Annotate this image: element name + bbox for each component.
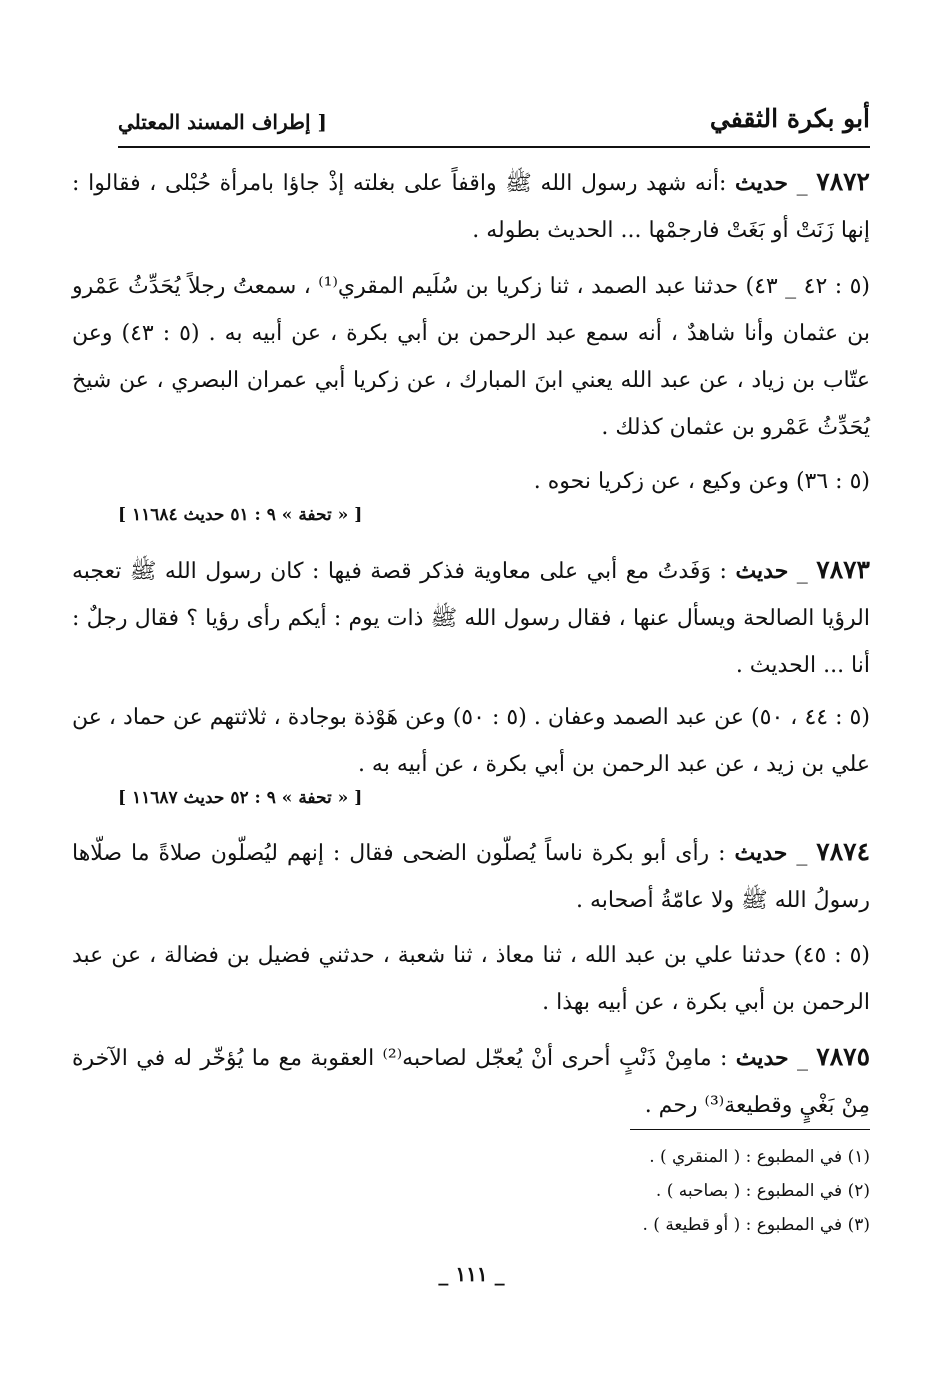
footnote-1: (١) في المطبوع : ( المنقري ) .	[649, 1147, 870, 1167]
hadith-matn: : وَفَدتُ مع أبي على معاوية فذكر قصة فيها : كان رسول الله ﷺ تعجبه الرؤيا الصالحة ويسأل عنها ، فقال رسول الله ﷺ ذات يوم : أيكم رأى رؤيا ؟ فقال رجلٌ : أنا ... الحديث .	[72, 559, 870, 678]
isnad-text: (٥ : ٤٢ _ ٤٣) حدثنا عبد الصمد ، ثنا زكريا بن سُلَيم المقري⁽¹⁾ ، سمعتُ رجلاً يُحَدِّثُ عَمْرو بن عثمان وأنا شاهدٌ ، أنه سمع عبد الرحمن بن أبي بكرة ، عن أبيه به . (٥ : ٤٣) وعن عتّاب بن زياد ، عن عبد الله يعني ابنَ المبارك ، عن زكريا أبي عمران البصري ، عن شيخ يُحَدِّثُ عَمْرو بن عثمان كذلك .	[72, 274, 871, 440]
hadith-number: ٧٨٧٣	[816, 555, 870, 584]
footnote-divider	[630, 1129, 870, 1130]
hadith-7874	[72, 828, 870, 924]
hadith-keyword: حديث	[734, 840, 788, 866]
hadith-7872-isnad-1	[72, 263, 870, 451]
footnote-3: (٣) في المطبوع : ( أو قطيعة ) .	[642, 1215, 870, 1235]
hadith-7874-isnad	[72, 932, 870, 1026]
hadith-7872-source-ref: [ « تحفة » ٩ : ٥١ حديث ١١٦٨٤ ]	[118, 505, 363, 525]
page-number: _ ١١١ _	[438, 1262, 505, 1286]
hadith-7873-source-ref: [ « تحفة » ٩ : ٥٢ حديث ١١٦٨٧ ]	[118, 788, 363, 808]
hadith-7872	[72, 158, 870, 254]
isnad-text: (٥ : ٤٤ ، ٥٠) عن عبد الصمد وعفان . (٥ : ٥٠) وعن هَوْذة بوجادة ، ثلاثتهم عن حماد ، عن علي بن زيد ، عن عبد الرحمن بن أبي بكرة ، عن أبيه به .	[72, 705, 870, 777]
hadith-number: ٧٨٧٤	[816, 837, 870, 866]
hadith-matn: : رأى أبو بكرة ناساً يُصلّون الضحى فقال : إنهم ليُصلّون صلاةً ما صلّاها رسولُ الله ﷺ ولا عامّةُ أصحابه .	[72, 841, 870, 913]
separator: _	[787, 841, 817, 866]
hadith-matn: :أنه شهد رسول الله ﷺ واقفاً على بغلته إذْ جاؤا بامرأة حُبْلى ، فقالوا : إنها زَنَتْ أو بَغَتْ فارجمْها ... الحديث بطوله .	[72, 171, 870, 243]
header-book-title: [ إطراف المسند المعتلي	[118, 110, 327, 134]
hadith-7873	[72, 546, 870, 689]
hadith-number: ٧٨٧٥	[816, 1042, 870, 1071]
hadith-keyword: حديث	[735, 1045, 789, 1071]
hadith-7873-text	[72, 546, 870, 689]
hadith-7872-isnad-2	[72, 458, 870, 505]
separator: _	[788, 559, 817, 584]
hadith-7872-text	[72, 158, 870, 254]
hadith-keyword: حديث	[735, 170, 788, 196]
hadith-keyword: حديث	[735, 558, 789, 584]
header-title: أبو بكرة الثقفي	[709, 104, 870, 133]
hadith-7874-text	[72, 828, 870, 924]
hadith-7875-text	[72, 1033, 870, 1129]
hadith-number: ٧٨٧٢	[816, 167, 870, 196]
footnote-2: (٢) في المطبوع : ( بصاحبه ) .	[655, 1181, 870, 1201]
running-header	[118, 102, 870, 148]
separator: _	[787, 171, 817, 196]
hadith-7875	[72, 1033, 870, 1129]
hadith-7873-isnad	[72, 694, 870, 788]
separator: _	[788, 1046, 817, 1071]
hadith-matn: : مامِنْ ذَنْبٍ أحرى أنْ يُعجّل لصاحبه⁽²⁾ العقوبة مع ما يُؤخّر له في الآخرة مِنْ بَغْيٍ وقطيعة⁽³⁾ رحم .	[72, 1046, 870, 1118]
isnad-text: (٥ : ٤٥) حدثنا علي بن عبد الله ، ثنا معاذ ، ثنا شعبة ، حدثني فضيل بن فضالة ، عن عبد الرحمن بن أبي بكرة ، عن أبيه بهذا .	[72, 943, 871, 1015]
isnad-text: (٥ : ٣٦) وعن وكيع ، عن زكريا نحوه .	[533, 469, 870, 494]
